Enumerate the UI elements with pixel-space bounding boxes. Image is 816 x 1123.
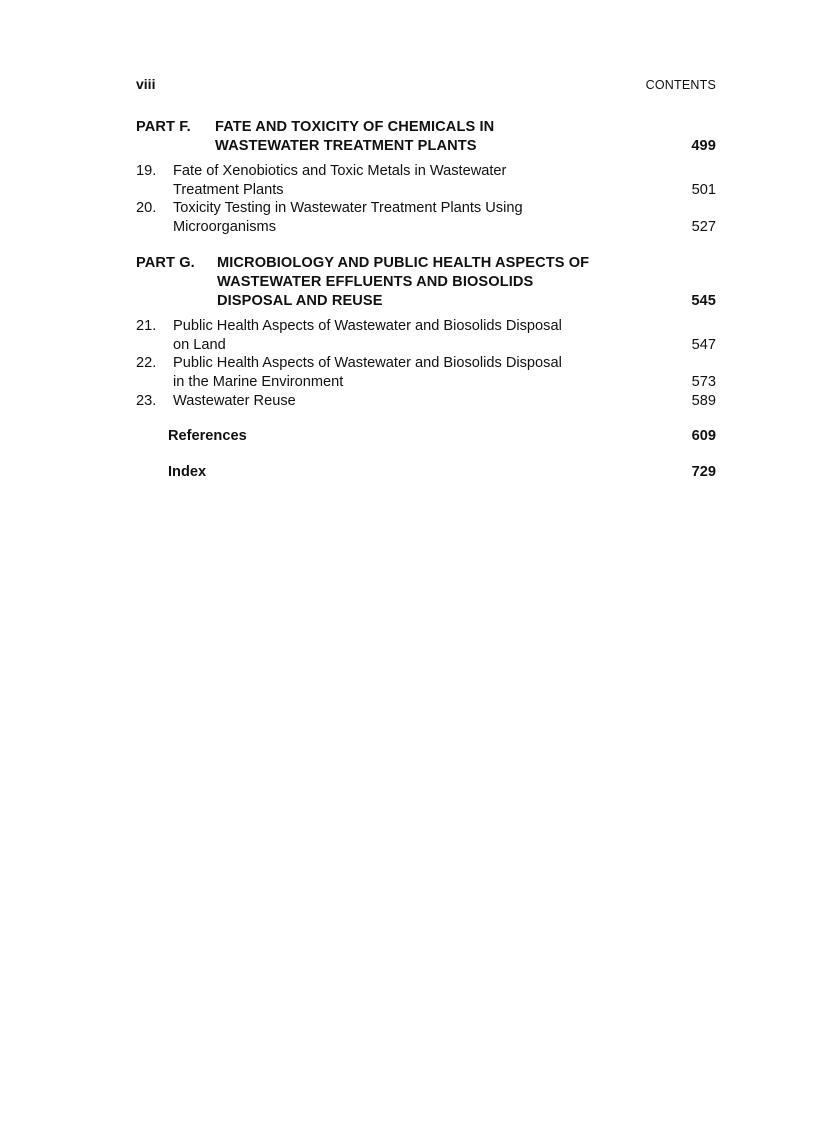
chapter-entry — [136, 354, 716, 391]
chapter-entry — [136, 162, 716, 199]
running-head — [136, 76, 716, 96]
chapter-entry — [136, 317, 716, 354]
chapter-page-number: 527 — [691, 219, 716, 236]
part-title-line: WASTEWATER EFFLUENTS AND BIOSOLIDS — [217, 273, 534, 290]
contents-page — [136, 76, 716, 482]
index-title: Index — [168, 464, 207, 481]
chapter-entry — [136, 199, 716, 236]
part-title — [215, 118, 716, 156]
references-entry — [136, 427, 716, 446]
chapter-entry — [136, 392, 716, 411]
part-title — [217, 254, 716, 311]
chapter-title-line: Wastewater Reuse — [173, 392, 296, 409]
part-f-heading — [136, 118, 716, 156]
chapter-title-line: on Land — [173, 336, 226, 353]
chapter-page-number: 589 — [691, 392, 716, 409]
chapter-page-number: 501 — [691, 181, 716, 198]
part-page-number: 545 — [691, 292, 716, 309]
chapter-number: 23. — [136, 392, 157, 409]
chapter-number: 21. — [136, 317, 157, 334]
part-page-number: 499 — [691, 138, 716, 154]
chapter-title-line: Microorganisms — [173, 219, 276, 236]
chapter-number: 19. — [136, 163, 157, 179]
chapter-title-line: in the Marine Environment — [173, 373, 344, 390]
index-entry — [136, 463, 716, 482]
chapter-title-line: Public Health Aspects of Wastewater and Biosolids Disposal — [173, 355, 562, 372]
chapter-page-number: 573 — [691, 373, 716, 390]
page-number: viii — [136, 76, 156, 92]
chapter-title-line: Toxicity Testing in Wastewater Treatment Plants Using — [173, 200, 523, 217]
index-page-number: 729 — [691, 464, 716, 481]
chapter-number: 20. — [136, 200, 157, 217]
chapter-title-line: Fate of Xenobiotics and Toxic Metals in Wastewater — [173, 163, 507, 179]
chapter-title-line: Public Health Aspects of Wastewater and Biosolids Disposal — [173, 317, 562, 334]
chapter-title-line: Treatment Plants — [173, 181, 284, 198]
part-g-heading — [136, 254, 716, 311]
running-title: CONTENTS — [645, 78, 716, 92]
references-title: References — [168, 428, 247, 445]
chapter-page-number: 547 — [691, 336, 716, 353]
references-page-number: 609 — [691, 428, 716, 445]
part-label: PART F. — [136, 119, 191, 135]
part-title-line: DISPOSAL AND REUSE — [217, 292, 383, 309]
chapter-number: 22. — [136, 355, 157, 372]
part-title-line: FATE AND TOXICITY OF CHEMICALS IN — [215, 119, 495, 135]
part-title-line: WASTEWATER TREATMENT PLANTS — [215, 138, 477, 154]
part-label: PART G. — [136, 254, 195, 271]
part-title-line: MICROBIOLOGY AND PUBLIC HEALTH ASPECTS OF — [217, 254, 590, 271]
